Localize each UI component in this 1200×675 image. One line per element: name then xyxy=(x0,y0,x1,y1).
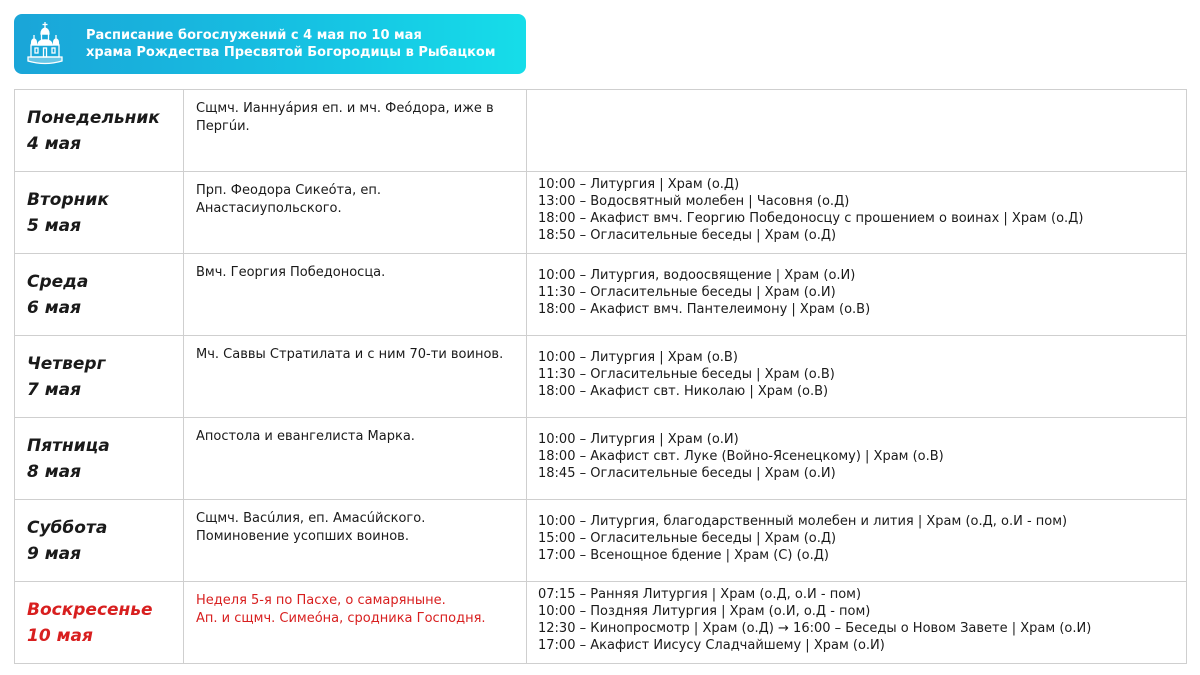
day-cell xyxy=(15,418,184,500)
service-item: 18:00 – Акафист свт. Николаю | Храм (о.В) xyxy=(538,384,829,399)
day-name: Четверг xyxy=(27,354,106,374)
schedule-header-banner xyxy=(14,14,526,74)
day-cell xyxy=(15,90,184,172)
services-cell xyxy=(527,418,1187,500)
service-item: 18:45 – Огласительные беседы | Храм (о.И) xyxy=(538,466,836,481)
service-item: 18:00 – Акафист вмч. Пантелеимону | Храм (о.В) xyxy=(538,302,871,317)
saint-text: Прп. Феодора Сикеóта, еп. Анастасиупольского. xyxy=(196,183,381,216)
saint-text: Апостола и евангелиста Марка. xyxy=(196,429,415,444)
service-item: 10:00 – Поздняя Литургия | Храм (о.И, о.Д - пом) xyxy=(538,604,871,619)
day-cell xyxy=(15,500,184,582)
service-item: 15:00 – Огласительные беседы | Храм (о.Д) xyxy=(538,531,837,546)
church-icon xyxy=(14,14,76,74)
saint-text: Мч. Саввы Стратилата и с ним 70-ти воинов. xyxy=(196,347,504,362)
saints-cell xyxy=(184,336,527,418)
saints-cell xyxy=(184,500,527,582)
day-date: 5 мая xyxy=(27,216,82,236)
day-name: Среда xyxy=(27,272,89,292)
header-title-line1: Расписание богослужений с 4 мая по 10 мая xyxy=(86,28,422,43)
service-item: 12:30 – Кинопросмотр | Храм (о.Д) → 16:00 – Беседы о Новом Завете | Храм (о.И) xyxy=(538,621,1092,636)
day-name: Пятница xyxy=(27,436,110,456)
day-cell xyxy=(15,336,184,418)
day-date: 9 мая xyxy=(27,544,82,564)
service-item: 18:00 – Акафист свт. Луке (Войно-Ясенецкому) | Храм (о.В) xyxy=(538,449,944,464)
saints-cell xyxy=(184,254,527,336)
day-name: Суббота xyxy=(27,518,108,538)
day-cell xyxy=(15,254,184,336)
schedule-row-wednesday xyxy=(15,254,1187,336)
service-item: 10:00 – Литургия | Храм (о.В) xyxy=(538,350,738,365)
day-date: 8 мая xyxy=(27,462,82,482)
services-cell xyxy=(527,336,1187,418)
services-cell xyxy=(527,172,1187,254)
services-cell xyxy=(527,582,1187,664)
day-date: 7 мая xyxy=(27,380,82,400)
services-cell xyxy=(527,500,1187,582)
services-cell xyxy=(527,254,1187,336)
service-item: 17:00 – Всенощное бдение | Храм (С) (о.Д) xyxy=(538,548,829,563)
saint-text: Неделя 5-я по Пасхе, о самаряныне. xyxy=(196,593,446,608)
saints-cell xyxy=(184,582,527,664)
saint-text: Сщмч. Ианнуáрия еп. и мч. Феóдора, иже в Пергúи. xyxy=(196,101,494,134)
saints-cell xyxy=(184,418,527,500)
day-name: Воскресенье xyxy=(27,600,153,620)
service-item: 17:00 – Акафист Иисусу Сладчайшему | Храм (о.И) xyxy=(538,638,885,653)
schedule-row-saturday xyxy=(15,500,1187,582)
services-cell xyxy=(527,90,1187,172)
service-item: 18:00 – Акафист вмч. Георгию Победоносцу с прошением о воинах | Храм (о.Д) xyxy=(538,211,1084,226)
service-item: 13:00 – Водосвятный молебен | Часовня (о.Д) xyxy=(538,194,850,209)
saints-cell xyxy=(184,172,527,254)
service-item: 18:50 – Огласительные беседы | Храм (о.Д) xyxy=(538,228,837,243)
saints-cell xyxy=(184,90,527,172)
service-item: 10:00 – Литургия | Храм (о.И) xyxy=(538,432,739,447)
schedule-row-monday xyxy=(15,90,1187,172)
day-name: Понедельник xyxy=(27,108,160,128)
schedule-row-thursday xyxy=(15,336,1187,418)
header-title xyxy=(76,27,495,61)
service-item: 10:00 – Литургия, благодарственный молебен и лития | Храм (о.Д, о.И - пом) xyxy=(538,514,1068,529)
schedule-row-tuesday xyxy=(15,172,1187,254)
service-item: 07:15 – Ранняя Литургия | Храм (о.Д, о.И - пом) xyxy=(538,587,862,602)
schedule-row-sunday xyxy=(15,582,1187,664)
service-item: 11:30 – Огласительные беседы | Храм (о.И) xyxy=(538,285,836,300)
service-item: 10:00 – Литургия | Храм (о.Д) xyxy=(538,177,740,192)
day-name: Вторник xyxy=(27,190,109,210)
service-item: 10:00 – Литургия, водоосвящение | Храм (о.И) xyxy=(538,268,856,283)
schedule-row-friday xyxy=(15,418,1187,500)
day-cell xyxy=(15,172,184,254)
saint-text: Поминовение усопших воинов. xyxy=(196,529,409,544)
saint-text: Ап. и сщмч. Симеóна, сродника Господня. xyxy=(196,611,486,626)
header-title-line2: храма Рождества Пресвятой Богородицы в Рыбацком xyxy=(86,45,496,60)
day-date: 10 мая xyxy=(27,626,93,646)
day-date: 4 мая xyxy=(27,134,82,154)
day-date: 6 мая xyxy=(27,298,82,318)
saint-text: Вмч. Георгия Победоносца. xyxy=(196,265,386,280)
service-item: 11:30 – Огласительные беседы | Храм (о.В) xyxy=(538,367,835,382)
day-cell xyxy=(15,582,184,664)
saint-text: Сщмч. Васúлия, еп. Амасúйского. xyxy=(196,511,426,526)
schedule-table xyxy=(14,89,1187,664)
